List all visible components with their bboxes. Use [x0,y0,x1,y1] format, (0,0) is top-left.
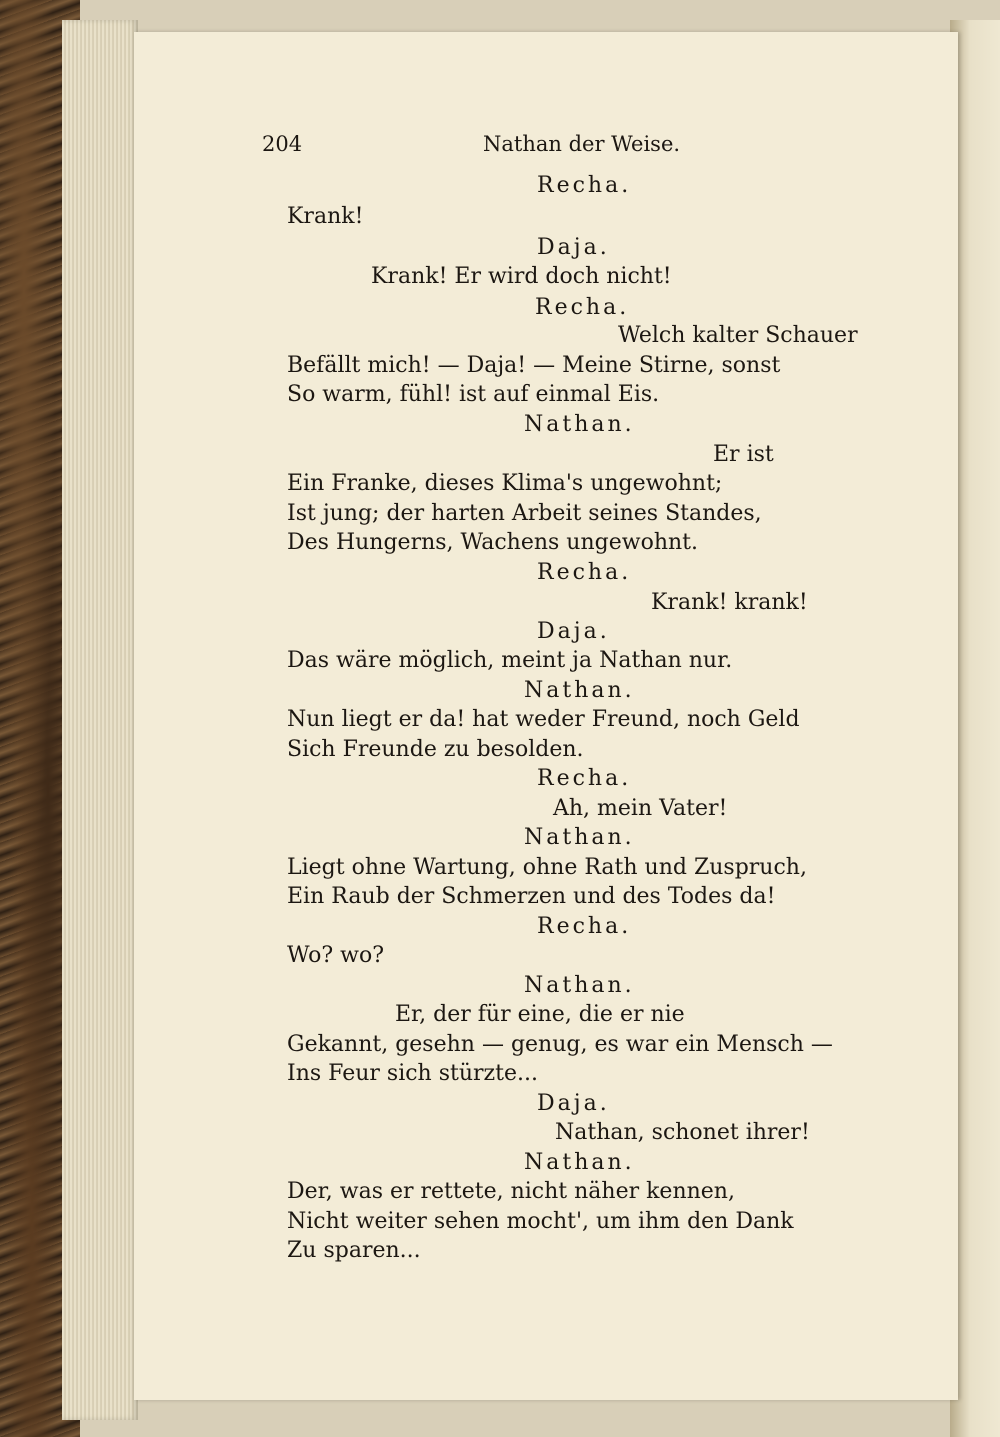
verse-line: Er ist [713,442,774,467]
verse-line: Sich Freunde zu besolden. [287,737,584,762]
speaker-label: Recha. [537,766,632,791]
verse-line: Krank! Er wird doch nicht! [371,264,672,289]
speaker-label: Recha. [537,560,632,585]
verse-line: Welch kalter Schauer [618,323,858,348]
speaker-label: Daja. [537,235,610,260]
verse-line: Nicht weiter sehen mocht', um ihm den Dank [287,1209,794,1234]
speaker-label: Recha. [535,295,630,320]
verse-line: Ins Feur sich stürzte... [287,1061,538,1086]
speaker-label: Nathan. [524,825,635,850]
verse-line: Zu sparen... [287,1238,421,1263]
verse-line: So warm, fühl! ist auf einmal Eis. [287,382,660,407]
verse-line: Gekannt, gesehn — genug, es war ein Mensch — [287,1032,833,1057]
speaker-label: Nathan. [524,678,635,703]
speaker-label: Daja. [537,619,610,644]
verse-line: Ein Raub der Schmerzen und des Todes da! [287,884,776,909]
verse-line: Er, der für eine, die er nie [395,1002,685,1027]
speaker-label: Nathan. [524,1150,635,1175]
verse-line: Des Hungerns, Wachens ungewohnt. [287,530,698,555]
speaker-label: Nathan. [524,973,635,998]
verse-line: Krank! krank! [651,590,808,615]
speaker-label: Recha. [537,173,632,198]
running-title: Nathan der Weise. [483,132,681,156]
speaker-label: Nathan. [524,412,635,437]
verse-line: Liegt ohne Wartung, ohne Rath und Zuspruch, [287,855,807,880]
verse-line: Ist jung; der harten Arbeit seines Standes, [287,501,762,526]
verse-line: Ah, mein Vater! [553,796,728,821]
verse-line: Ein Franke, dieses Klima's ungewohnt; [287,471,723,496]
speaker-label: Recha. [537,914,632,939]
verse-line: Nun liegt er da! hat weder Freund, noch Geld [287,707,800,732]
verse-line: Befällt mich! — Daja! — Meine Stirne, sonst [287,353,781,378]
verse-line: Nathan, schonet ihrer! [555,1120,810,1145]
verse-line: Das wäre möglich, meint ja Nathan nur. [287,648,733,673]
speaker-label: Daja. [537,1091,610,1116]
verse-line: Krank! [287,204,364,229]
page-number: 204 [262,132,303,156]
verse-line: Wo? wo? [287,943,385,968]
verse-line: Der, was er rettete, nicht näher kennen, [287,1179,735,1204]
